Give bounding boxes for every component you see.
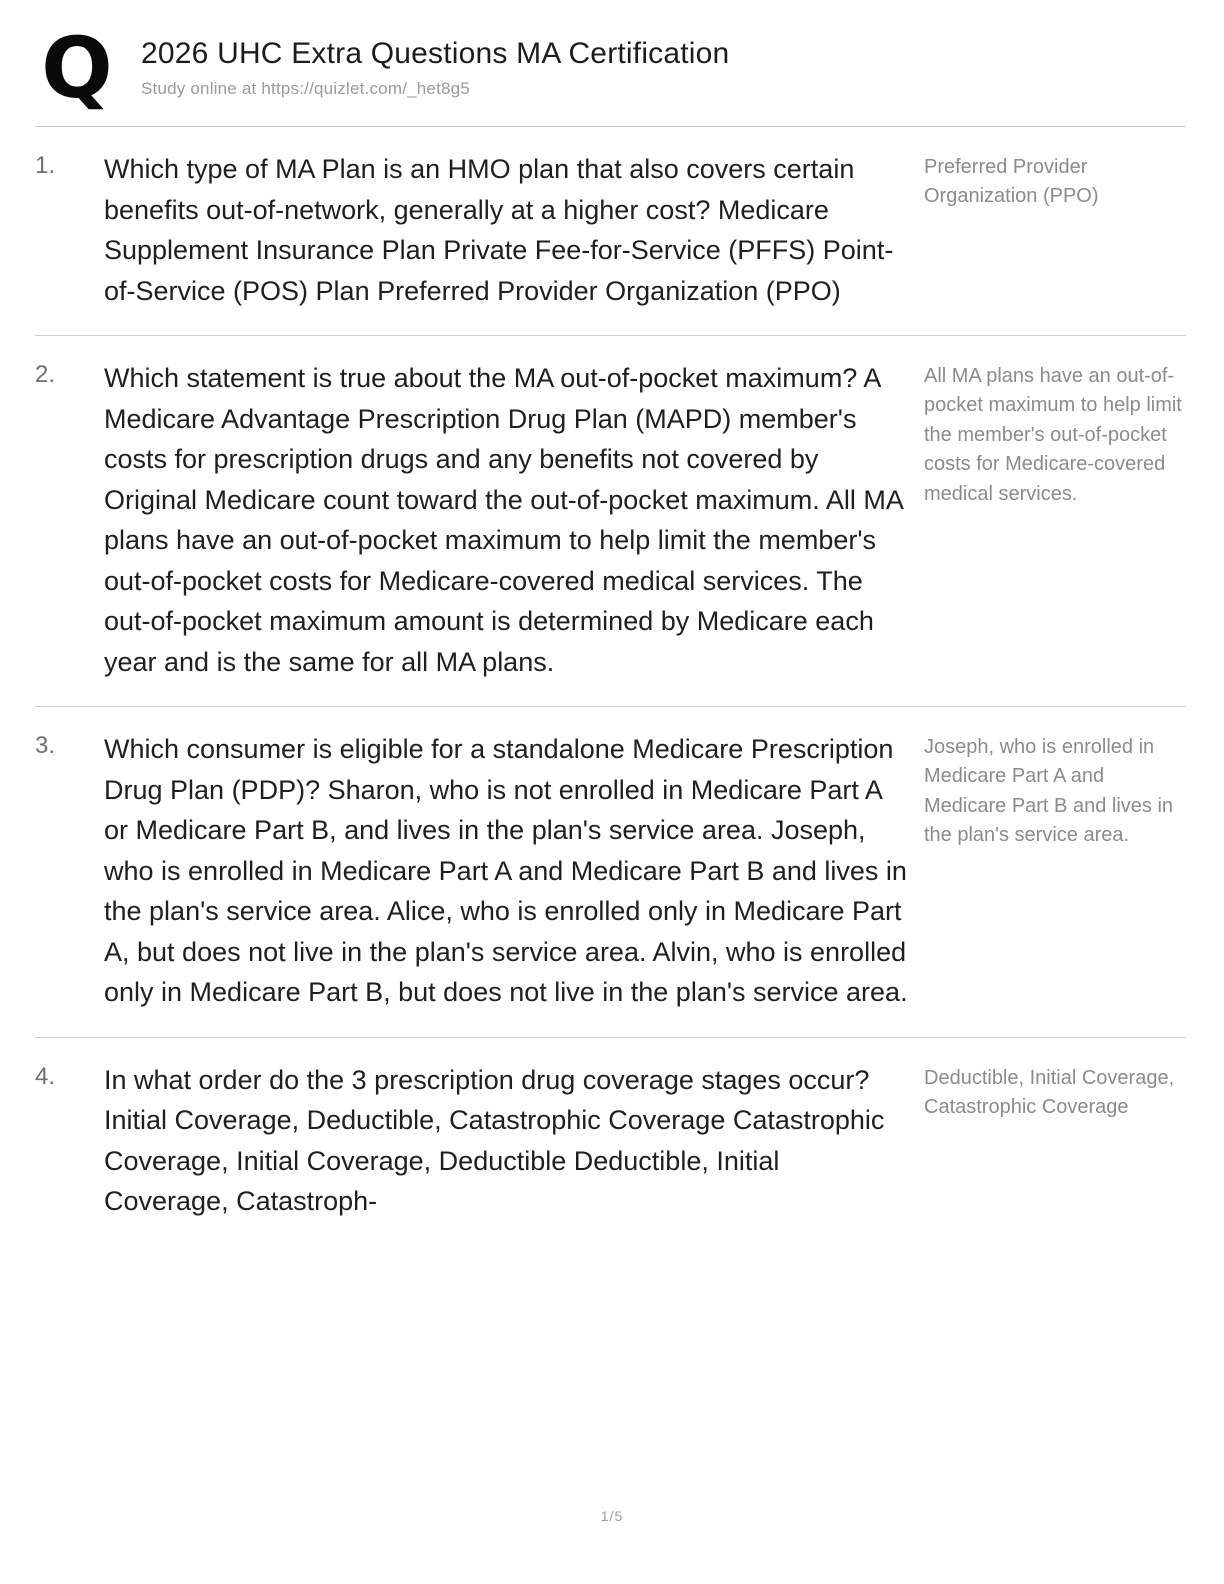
header-text [141,37,729,99]
page-subtitle: Study online at https://quizlet.com/_het8g5 [141,79,470,98]
question-text: Which consumer is eligible for a standalone Medicare Prescription Drug Plan (PDP)? Sharon, who is not enrolled in Medicare Part A or Medicare Part B, and lives in the plan's service area. Joseph, who is enrolled in Medicare Part A and Medicare Part B and lives in the plan's service area. Alice, who is enrolled only in Medicare Part A, but does not live in the plan's service area. Alvin, who is enrolled only in Medicare Part B, but does not live in the plan's service area. [104,734,908,1007]
answer-text: Preferred Provider Organization (PPO) [924,156,1099,208]
page-number: 1/5 [600,1508,624,1524]
question-row [35,127,1186,336]
question-number: 2. [35,361,56,388]
answer-text: All MA plans have an out-of-pocket maximum to help limit the member's out-of-pocket costs for Medicare-covered medical services. [924,365,1182,505]
question-text: In what order do the 3 prescription drug coverage stages occur? Initial Coverage, Deductible, Catastrophic Coverage Catastrophic Coverage, Initial Coverage, Deductible Deductible, Initial Coverage, Catastroph- [104,1064,885,1216]
page-title: 2026 UHC Extra Questions MA Certification [141,37,730,70]
question-list [35,127,1186,1246]
question-number: 4. [35,1062,56,1090]
answer-text: Joseph, who is enrolled in Medicare Part A and Medicare Part B and lives in the plan's service area. [924,736,1174,847]
question-text: Which statement is true about the MA out-of-pocket maximum? A Medicare Advantage Prescription Drug Plan (MAPD) member's costs for prescription drugs and any benefits not covered by Original Medicare count toward the out-of-pocket maximum. All MA plans have an out-of-pocket maximum to help limit the member's out-of-pocket costs for Medicare-covered medical services. The out-of-pocket maximum amount is determined by Medicare each year and is the same for all MA plans. [104,363,903,677]
question-row [35,336,1186,707]
question-row [35,1038,1186,1246]
quizlet-logo-icon: Q [41,19,113,117]
question-text: Which type of MA Plan is an HMO plan that also covers certain benefits out-of-network, generally at a higher cost? Medicare Supplement Insurance Plan Private Fee-for-Service (PFFS) Point-of-Service (POS) Plan Preferred Provider Organization (PPO) [104,154,894,306]
question-row [35,707,1186,1038]
page-footer [0,1508,1224,1526]
question-number: 3. [35,732,56,759]
question-number: 1. [35,152,56,179]
answer-text: Deductible, Initial Coverage, Catastrophic Coverage [924,1066,1175,1118]
document-header [35,19,1186,127]
